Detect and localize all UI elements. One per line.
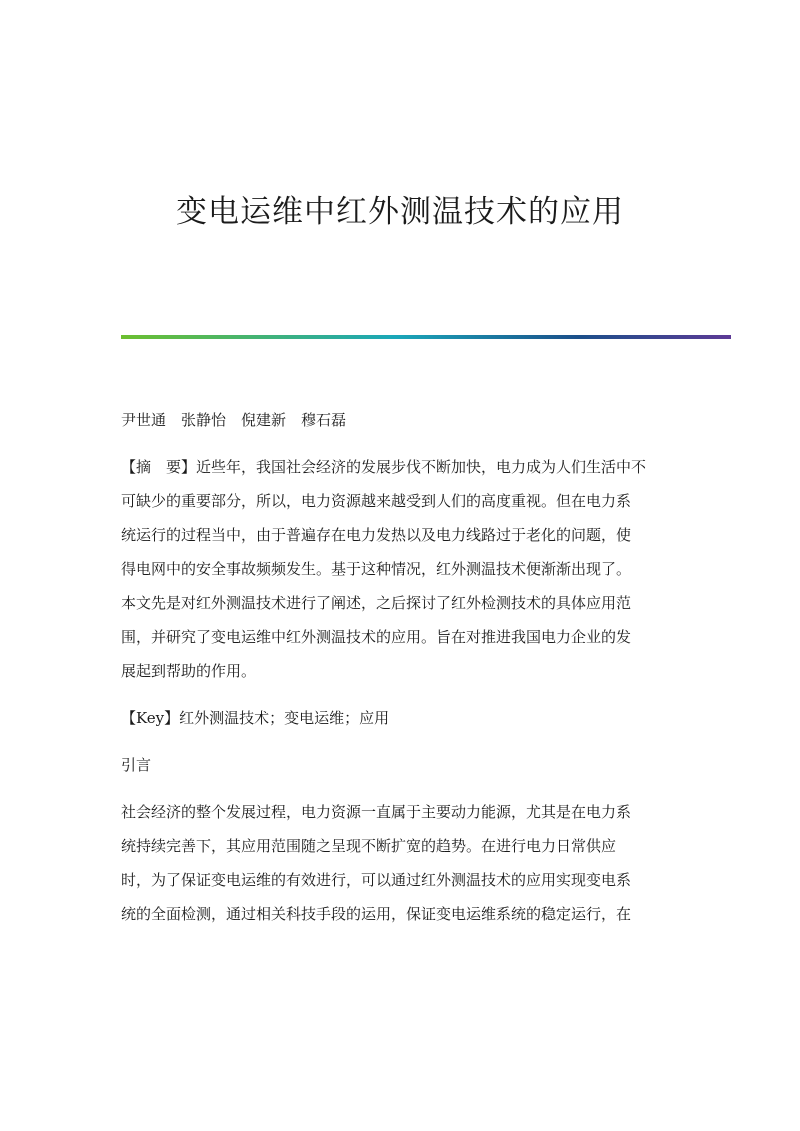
section-heading: 引言 xyxy=(121,756,152,774)
abstract-line: 统运行的过程当中，由于普遍存在电力发热以及电力线路过于老化的问题，使 xyxy=(121,526,632,544)
document-body xyxy=(121,403,681,931)
abstract-line: 得电网中的安全事故频频发生。基于这种情况，红外测温技术便渐渐出现了。 xyxy=(121,560,632,578)
page-title: 变电运维中红外测温技术的应用 xyxy=(176,194,624,230)
body-line: 社会经济的整个发展过程，电力资源一直属于主要动力能源，尤其是在电力系 xyxy=(121,803,632,821)
body-line: 统的全面检测，通过相关科技手段的运用，保证变电运维系统的稳定运行，在 xyxy=(121,905,632,923)
abstract-line: 本文先是对红外测温技术进行了阐述，之后探讨了红外检测技术的具体应用范 xyxy=(121,594,632,612)
body-paragraph xyxy=(121,795,681,931)
abstract-line: 展起到帮助的作用。 xyxy=(121,662,257,680)
abstract-line: 可缺少的重要部分，所以，电力资源越来越受到人们的高度重视。但在电力系 xyxy=(121,492,632,510)
abstract-line: 围，并研究了变电运维中红外测温技术的应用。旨在对推进我国电力企业的发 xyxy=(121,628,632,646)
spacer xyxy=(121,688,681,701)
spacer xyxy=(121,782,681,795)
body-line: 统持续完善下，其应用范围随之呈现不断扩宽的趋势。在进行电力日常供应 xyxy=(121,837,617,855)
keywords-line: 【Key】红外测温技术；变电运维；应用 xyxy=(121,709,390,727)
body-line: 时，为了保证变电运维的有效进行，可以通过红外测温技术的应用实现变电系 xyxy=(121,871,632,889)
abstract-line: 【摘 要】近些年，我国社会经济的发展步伐不断加快，电力成为人们生活中不 xyxy=(121,458,647,476)
spacer xyxy=(121,437,681,450)
spacer xyxy=(121,735,681,748)
title-divider xyxy=(121,335,731,339)
author-line: 尹世通 张静怡 倪建新 穆石磊 xyxy=(121,411,347,429)
abstract xyxy=(121,450,681,688)
